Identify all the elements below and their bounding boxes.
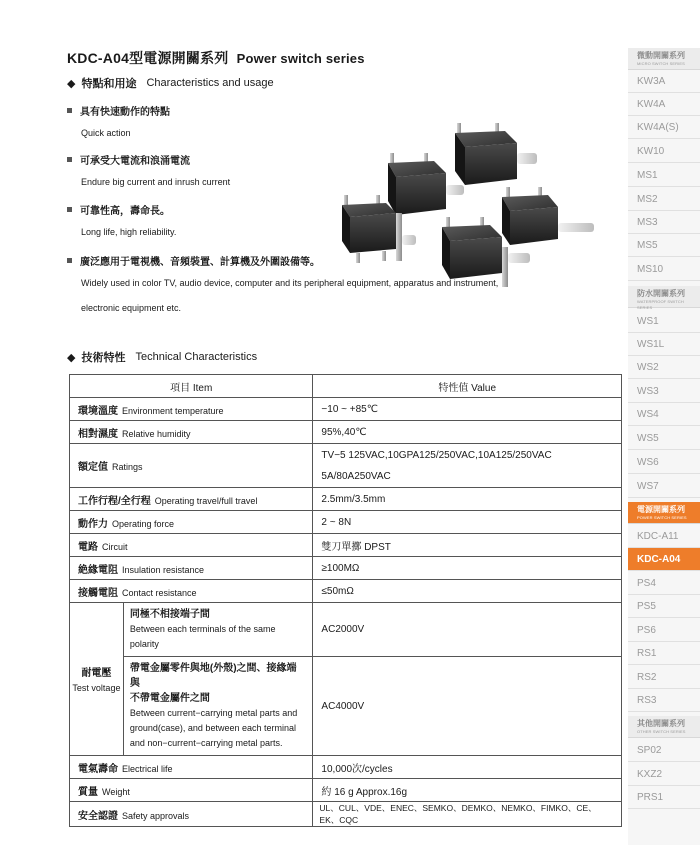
sidebar-nav	[628, 48, 700, 845]
table-row: 動作力 Operating force 2 ~ 8N	[70, 511, 622, 534]
diamond-icon: ◆	[67, 351, 76, 364]
sidebar-item[interactable]: PS6	[628, 619, 700, 642]
sidebar-item-active[interactable]: KDC-A04	[628, 548, 700, 571]
header-value: 特性值 Value	[313, 375, 622, 398]
sidebar-item[interactable]: WS1	[628, 310, 700, 333]
table-row: 電路 Circuit 雙刀單擲 DPST	[70, 534, 622, 557]
feature-item: 可靠性高，壽命長。 Long life, high reliability.	[67, 202, 170, 217]
sidebar-item[interactable]: MS2	[628, 188, 700, 211]
sidebar-item[interactable]: KW10	[628, 140, 700, 163]
header-item: 項目 Item	[70, 375, 313, 398]
bullet-icon	[67, 258, 72, 263]
sidebar-item[interactable]: MS1	[628, 164, 700, 187]
characteristics-heading: ◆ 特點和用途 Characteristics and usage	[67, 77, 274, 90]
table-row: 絶緣電阻 Insulation resistance ≥100MΩ	[70, 557, 622, 580]
product-photo	[330, 115, 605, 295]
sidebar-item[interactable]: PRS1	[628, 786, 700, 809]
sidebar-item[interactable]: WS1L	[628, 333, 700, 356]
page-title	[67, 48, 365, 68]
sidebar-item[interactable]: PS4	[628, 572, 700, 595]
sidebar-item[interactable]: RS1	[628, 642, 700, 665]
sidebar-category-power[interactable]: 電源開關系列 POWER SWITCH SERIES	[628, 502, 700, 524]
table-row: 工作行程/全行程 Operating travel/full travel 2.5mm/3.5mm	[70, 488, 622, 511]
sidebar-category-micro[interactable]: 微動開關系列 MICRO SWITCH SERIES	[628, 48, 700, 70]
feature-item: 廣泛應用于電視機、音頻裝置、計算機及外圍設備等。 Widely used in color TV, audio device, computer and its peripheral equipment, apparatus and instrument, electronic equipment etc.	[67, 253, 320, 268]
page-title-en: Power switch series	[236, 51, 365, 66]
sidebar-item[interactable]: WS6	[628, 451, 700, 474]
sidebar-item[interactable]: KXZ2	[628, 763, 700, 786]
table-row: 環境溫度 Environment temperature −10 ~ +85℃	[70, 398, 622, 421]
table-header-row	[70, 375, 622, 398]
sidebar-item[interactable]: MS3	[628, 211, 700, 234]
sidebar-category-waterproof[interactable]: 防水開關系列 WATERPROOF SWITCH SERIES	[628, 286, 700, 308]
sidebar-item[interactable]: SP02	[628, 739, 700, 762]
sidebar-item[interactable]: RS3	[628, 689, 700, 712]
voltage-label: 耐電壓 Test voltage	[70, 603, 124, 756]
sidebar-item[interactable]: WS4	[628, 403, 700, 426]
feature-item: 可承受大電流和浪涌電流 Endure big current and inrush current	[67, 152, 190, 167]
spec-table	[69, 374, 622, 827]
sidebar-item[interactable]: WS7	[628, 475, 700, 498]
diamond-icon: ◆	[67, 77, 76, 90]
sidebar-item[interactable]: KW3A	[628, 70, 700, 93]
table-row-voltage-1: 耐電壓 Test voltage 同極不相接端子間 Between each terminals of the same polarity AC2000V	[70, 603, 622, 657]
sidebar-item[interactable]: KW4A(S)	[628, 116, 700, 139]
bullet-icon	[67, 108, 72, 113]
table-row: 接觸電阻 Contact resistance ≤50mΩ	[70, 580, 622, 603]
technical-heading: ◆ 技術特性 Technical Characteristics	[67, 351, 258, 364]
bullet-icon	[67, 207, 72, 212]
feature-item: 具有快速動作的特點 Quick action	[67, 103, 170, 118]
page-title-zh: KDC-A04型電源開關系列	[67, 50, 229, 66]
sidebar-item[interactable]: PS5	[628, 595, 700, 618]
table-row: 額定值 Ratings TV−5 125VAC,10GPA125/250VAC,10A125/250VAC 5A/80A250VAC	[70, 444, 622, 488]
sidebar-item[interactable]: RS2	[628, 666, 700, 689]
table-row: 質量 Weight 約 16 g Approx.16g	[70, 779, 622, 802]
sidebar-item[interactable]: KW4A	[628, 93, 700, 116]
sidebar-item[interactable]: WS2	[628, 356, 700, 379]
table-row-voltage-2: 帶電金屬零件與地(外殼)之間、接緣端與 不帶電金屬件之間 Between current−carrying metal parts and ground(case), and between each terminal and non−current−carrying metal parts. AC4000V	[70, 657, 622, 756]
sidebar-item[interactable]: MS5	[628, 234, 700, 257]
sidebar-item[interactable]: WS3	[628, 380, 700, 403]
table-row: 電氣壽命 Electrical life 10,000次/cycles	[70, 756, 622, 779]
table-row: 相對濕度 Relative humidity 95%,40℃	[70, 421, 622, 444]
sidebar-item[interactable]: WS5	[628, 427, 700, 450]
sidebar-item[interactable]: KDC-A11	[628, 525, 700, 548]
sidebar-item[interactable]: MS10	[628, 258, 700, 281]
table-row: 安全認證 Safety approvals UL、CUL、VDE、ENEC、SEMKO、DEMKO、NEMKO、FIMKO、CE、EK、CQC	[70, 802, 622, 827]
sidebar-category-other[interactable]: 其他開關系列 OTHER SWITCH SERIES	[628, 716, 700, 738]
bullet-icon	[67, 157, 72, 162]
